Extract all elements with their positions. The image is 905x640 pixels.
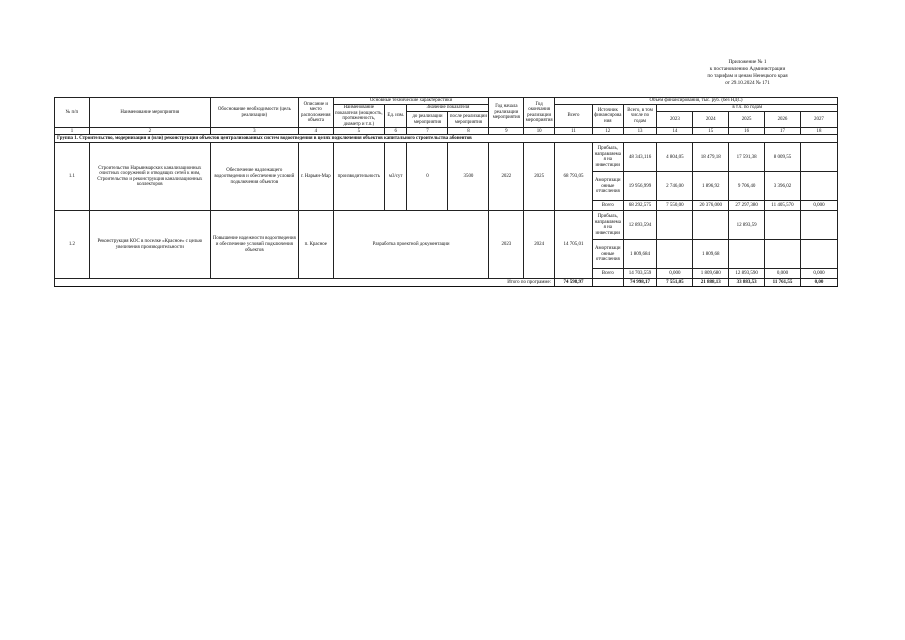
row-spent: 48 343,116 [623,143,657,172]
row-year-value [729,240,765,269]
row-year-value: 1 809,680 [693,269,729,279]
row-year-value [765,211,801,240]
col-head-tech-before: до реализации мероприятия [407,112,448,128]
col-head-tech-group: Основные технические характеристики [333,98,489,105]
row-year-value [800,172,837,201]
col-number: 12 [592,128,623,135]
row-year-value: 0,000 [800,269,837,279]
totals-source-empty [592,279,623,287]
totals-total: 74 598,97 [555,279,593,287]
row-year-value: 27 297,380 [729,201,765,211]
row-year-value: 1 896,92 [693,172,729,201]
table-row [55,143,838,172]
row-year-value: 9 706,40 [729,172,765,201]
row-year-value: 2 746,00 [657,172,693,201]
col-head-source: Источник финансирования [592,105,623,128]
col-head-year-3: 2025 [729,112,765,128]
header-line-3: по тарифам и ценам Ненецкого края [707,73,788,79]
section-row [55,135,838,143]
totals-year-value: 11 761,55 [765,279,801,287]
investment-program-table [54,97,838,287]
col-number: 18 [800,128,837,135]
row-source: Всего [592,269,623,279]
column-number-row [55,128,838,135]
header-line-1: Приложение № 1 [728,59,767,65]
document-header [655,59,840,87]
totals-year-value: 7 551,05 [657,279,693,287]
row-source: Прибыль, направляемая на инвестиции [592,143,623,172]
col-head-justification: Обоснование необходимости (цель реализации) [210,98,298,128]
col-head-no: № п/п [55,98,90,128]
row-param-merged: Разработка проектной документации [333,211,489,279]
row-year-value: 0,000 [765,269,801,279]
row-year-value [800,211,837,240]
section-title: Группа 1. Строительство, модернизация и (или) реконструкция объектов централизованных систем водоотведения в целях подключения объектов капитального строительства абонентов [55,135,838,143]
row-location: п. Красное [298,211,333,279]
col-head-tech-after: после реализации мероприятия [448,112,489,128]
header-line-4: от 29.10.2024 № 171 [725,80,770,86]
col-number: 7 [407,128,448,135]
row-year-value [693,211,729,240]
row-location: г. Нарьян-Мар [298,143,333,211]
row-spent: 12 893,594 [623,211,657,240]
row-year-value: 7 550,00 [657,201,693,211]
col-number: 15 [693,128,729,135]
col-head-year-4: 2026 [765,112,801,128]
col-number: 11 [555,128,593,135]
totals-year-value: 21 888,13 [693,279,729,287]
totals-row [55,279,838,287]
row-before: 0 [407,143,448,211]
row-year-value [765,240,801,269]
row-year-value [657,211,693,240]
col-number: 13 [623,128,657,135]
row-spent: 68 292,575 [623,201,657,211]
row-year-start: 2022 [489,143,524,211]
col-number: 5 [333,128,384,135]
row-year-value: 20 376,000 [693,201,729,211]
col-number: 16 [729,128,765,135]
col-head-year-5: 2027 [800,112,837,128]
row-justification: Обеспечение надлежащего водоотведения и обеспечение условий подключения объектов [210,143,298,211]
row-source: Амортизационные отчисления [592,172,623,201]
row-year-value: 0,000 [657,269,693,279]
col-head-year-end: Год окончания реализации мероприятия [524,98,555,128]
row-param: производительность [333,143,384,211]
row-spent: 1 809,684 [623,240,657,269]
col-number: 10 [524,128,555,135]
col-number: 3 [210,128,298,135]
row-after: 3500 [448,143,489,211]
row-number: 1.1 [55,143,90,211]
totals-year-value: 0,00 [800,279,837,287]
row-year-value [800,143,837,172]
row-year-value: 0,000 [800,201,837,211]
row-year-end: 2024 [524,211,555,279]
row-number: 1.2 [55,211,90,279]
row-year-start: 2023 [489,211,524,279]
col-number: 6 [384,128,407,135]
row-source: Прибыль, направляемая на инвестиции [592,211,623,240]
header-row-1 [55,98,838,105]
row-year-value: 18 479,18 [693,143,729,172]
row-year-value: 11 405,570 [765,201,801,211]
col-head-finance-group: Объем финансирования, тыс. руб. (без НДС) [555,98,838,105]
col-number: 8 [448,128,489,135]
row-source: Амортизационные отчисления [592,240,623,269]
col-number: 17 [765,128,801,135]
col-head-by-year: в т.ч. по годам [657,105,838,112]
row-unit: м3/сут [384,143,407,211]
row-year-value [800,240,837,269]
row-year-value: 8 009,55 [765,143,801,172]
totals-year-value: 33 883,53 [729,279,765,287]
col-number: 1 [55,128,90,135]
col-head-total: Всего [555,105,593,128]
col-head-year-2: 2024 [693,112,729,128]
col-head-tech-unit: Ед. изм. [384,105,407,128]
col-number: 4 [298,128,333,135]
row-name: Строительство Нарьянмарских канализационных очистных сооружений и отводящих сетей к ним, Строительство и реконструкция канализационных коллекторов [89,143,210,211]
row-total: 14 705,01 [555,211,593,279]
row-year-end: 2025 [524,143,555,211]
table-row [55,211,838,240]
row-year-value: 3 396,02 [765,172,801,201]
row-total: 68 793,05 [555,143,593,211]
row-year-value: 12 893,59 [729,211,765,240]
row-source: Всего [592,201,623,211]
row-name: Реконструкция КОС в поселке «Красное» с целью увеличения производительности [89,211,210,279]
col-head-spent: Всего, в том числе по годам [623,105,657,128]
col-head-location: Описание и место расположения объекта [298,98,333,128]
row-spent: 14 703,559 [623,269,657,279]
row-year-value [657,240,693,269]
totals-label: Итого по программе: [55,279,555,287]
col-head-name: Наименование мероприятия [89,98,210,128]
col-number: 9 [489,128,524,135]
row-year-value: 12 893,590 [729,269,765,279]
col-head-year-start: Год начала реализации мероприятия [489,98,524,128]
row-year-value: 1 809,68 [693,240,729,269]
totals-spent: 74 998,17 [623,279,657,287]
col-number: 2 [89,128,210,135]
col-number: 14 [657,128,693,135]
header-line-2: к постановлению Администрации [709,66,786,72]
row-year-value: 17 591,38 [729,143,765,172]
row-year-value: 4 804,05 [657,143,693,172]
row-spent: 19 956,999 [623,172,657,201]
row-justification: Повышение надежности водоотведения и обеспечение условий подключения объектов [210,211,298,279]
col-head-tech-param: Наименование показателя (мощность, протяженность, диаметр и т.п.) [335,105,383,127]
col-head-tech-value: Значение показателя [407,105,489,112]
col-head-year-1: 2023 [657,112,693,128]
